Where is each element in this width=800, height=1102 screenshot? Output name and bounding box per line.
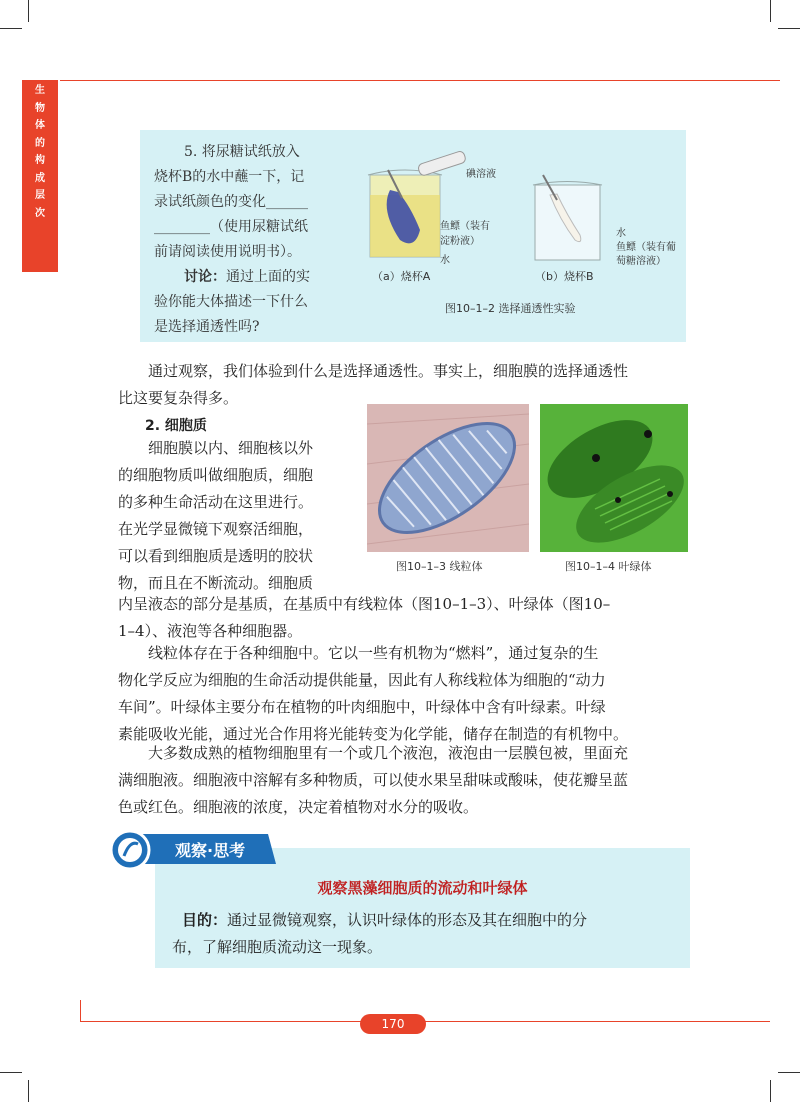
label-bladder-b: 萄糖溶液）	[616, 256, 666, 267]
side-char: 体	[35, 120, 45, 131]
side-char: 生	[35, 85, 45, 96]
crop-mark	[778, 28, 800, 29]
purpose-text: 通过显微镜观察，认识叶绿体的形态及其在细胞中的分	[227, 911, 588, 929]
text-line: 大多数成熟的植物细胞里有一个或几个液泡，液泡由一层膜包被，里面充	[148, 744, 629, 762]
chapter-side-label	[22, 82, 58, 222]
beaker-b-illustration	[525, 170, 615, 265]
label-iodine: 碘溶液	[466, 169, 496, 180]
crop-mark	[778, 1072, 800, 1073]
step-line: 5. 将尿糖试纸放入	[184, 144, 300, 160]
discussion-text: 是选择通透性吗?	[154, 319, 260, 335]
text-line: 物化学反应为细胞的生命活动提供能量，因此有人称线粒体为细胞的“动力	[118, 671, 606, 689]
bottom-rule-vertical	[80, 1000, 81, 1022]
crop-mark	[770, 0, 771, 22]
section-heading: 2. 细胞质	[145, 418, 207, 434]
crop-mark	[28, 1080, 29, 1102]
discussion-text: 验你能大体描述一下什么	[154, 294, 308, 310]
observe-purpose	[172, 907, 682, 961]
purpose-text: 布，了解细胞质流动这一现象。	[172, 938, 383, 956]
side-char: 构	[35, 155, 45, 166]
step-line: ________（使用尿糖试纸	[154, 219, 308, 235]
text-line: 可以看到细胞质是透明的胶状	[118, 547, 314, 565]
text-line: 在光学显微镜下观察活细胞，	[118, 520, 314, 538]
chloroplast-photo	[540, 404, 688, 552]
cytoplasm-continued	[118, 591, 698, 645]
observe-banner-label: 观察·思考	[175, 841, 246, 860]
crop-mark	[0, 28, 22, 29]
page-number: 170	[360, 1014, 426, 1034]
text-line: 1–4）、液泡等各种细胞器。	[118, 622, 303, 640]
text-line: 物，而且在不断流动。细胞质	[118, 574, 314, 592]
text-line: 内呈液态的部分是基质，在基质中有线粒体（图10–1–3）、叶绿体（图10–	[118, 595, 611, 613]
text-line: 的细胞物质叫做细胞质，细胞	[118, 466, 314, 484]
discussion-label: 讨论：	[184, 269, 226, 285]
label-bladder-a: 鱼鳔（装有	[440, 221, 490, 232]
beaker-a-caption: （a）烧杯A	[372, 270, 431, 283]
discussion-text: 通过上面的实	[226, 269, 310, 285]
cytoplasm-paragraph	[118, 435, 363, 597]
figure-caption-10-1-2: 图10–1–2 选择通透性实验	[445, 302, 576, 315]
side-char: 层	[35, 190, 45, 201]
text-line: 细胞膜以内、细胞核以外	[148, 439, 314, 457]
purpose-label: 目的：	[182, 911, 228, 929]
text-line: 车间”。叶绿体主要分布在植物的叶肉细胞中，叶绿体中含有叶绿素。叶绿	[118, 698, 606, 716]
step-line: 烧杯B的水中蘸一下，记	[154, 169, 305, 185]
observe-title: 观察黑藻细胞质的流动和叶绿体	[317, 879, 528, 897]
text-line: 比这要复杂得多。	[118, 389, 239, 407]
text-line: 素能吸收光能，通过光合作用将光能转变为化学能，储存在制造的有机物中。	[118, 725, 629, 743]
label-water-a: 水	[440, 255, 450, 266]
mitochondria-paragraph	[118, 640, 698, 748]
top-rule	[60, 80, 780, 81]
discussion-line	[154, 265, 354, 290]
step-line: 录试纸颜色的变化______	[154, 194, 308, 210]
experiment-text	[154, 140, 354, 340]
label-bladder-a: 淀粉液）	[440, 236, 480, 247]
figure-caption-10-1-3: 图10–1–3 线粒体	[396, 560, 483, 573]
text-line: 线粒体存在于各种细胞中。它以一些有机物为“燃料”，通过复杂的生	[148, 644, 599, 662]
text-line: 的多种生命活动在这里进行。	[118, 493, 314, 511]
crop-mark	[28, 0, 29, 22]
text-line: 色或红色。细胞液的浓度，决定着植物对水分的吸收。	[118, 798, 479, 816]
label-water-b: 水	[616, 228, 626, 239]
figure-caption-10-1-4: 图10–1–4 叶绿体	[565, 560, 652, 573]
crop-mark	[0, 1072, 22, 1073]
side-char: 物	[35, 102, 45, 114]
text-line: 满细胞液。细胞液中溶解有多种物质，可以使水果呈甜味或酸味，使花瓣呈蓝	[118, 771, 629, 789]
text-line: 通过观察，我们体验到什么是选择通透性。事实上，细胞膜的选择通透性	[148, 362, 629, 380]
mitochondrion-photo	[367, 404, 529, 552]
crop-mark	[770, 1080, 771, 1102]
side-char: 次	[35, 207, 45, 219]
vacuole-paragraph	[118, 740, 698, 821]
step-line: 前请阅读使用说明书）。	[154, 244, 301, 260]
side-char: 的	[35, 137, 45, 149]
beaker-b-caption: （b）烧杯B	[535, 270, 594, 283]
label-bladder-b: 鱼鳔（装有葡	[616, 242, 676, 253]
side-char: 成	[35, 172, 45, 184]
purpose-line	[172, 907, 682, 934]
beaker-a-illustration	[360, 150, 470, 265]
